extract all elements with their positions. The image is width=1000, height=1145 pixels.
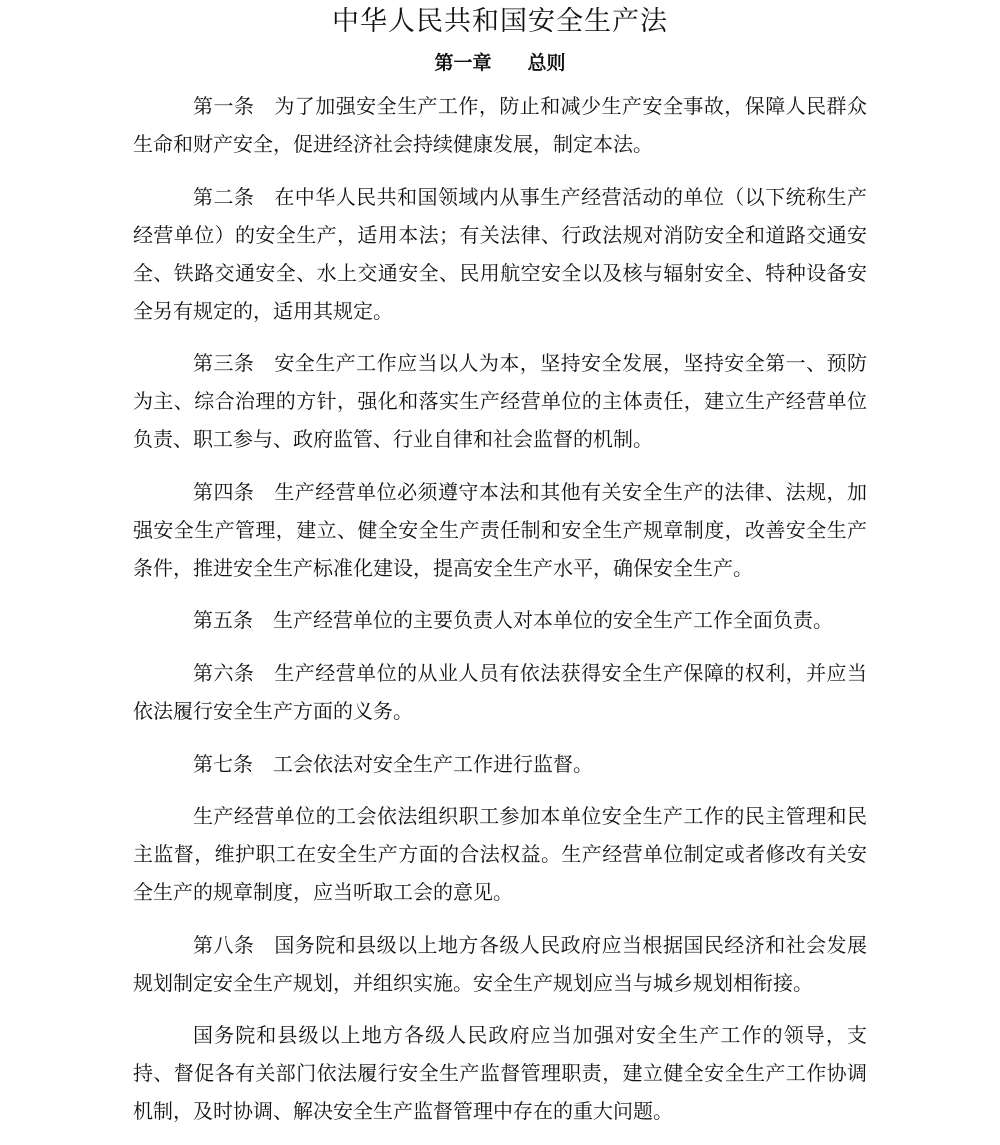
article-paragraph	[133, 178, 867, 330]
article-number: 第六条	[193, 660, 255, 685]
article-text: 生产经营单位的工会依法组织职工参加本单位安全生产工作的民主管理和民主监督，维护职工在安全生产方面的合法权益。生产经营单位制定或者修改有关安全生产的规章制度，应当听取工会的意见。	[133, 804, 867, 905]
article-text: 安全生产工作应当以人为本，坚持安全发展，坚持安全第一、预防为主、综合治理的方针，强化和落实生产经营单位的主体责任，建立生产经营单位负责、职工参与、政府监管、行业自律和社会监督的机制。	[133, 351, 868, 452]
article-text: 国务院和县级以上地方各级人民政府应当加强对安全生产工作的领导，支持、督促各有关部门依法履行安全生产监督管理职责，建立健全安全生产工作协调机制，及时协调、解决安全生产监督管理中存在的重大问题。	[133, 1023, 867, 1124]
article-text: 为了加强安全生产工作，防止和减少生产安全事故，保障人民群众生命和财产安全，促进经济社会持续健康发展，制定本法。	[133, 94, 868, 156]
article-text: 生产经营单位的主要负责人对本单位的安全生产工作全面负责。	[273, 608, 833, 633]
article-number: 第三条	[193, 351, 255, 376]
article-text: 工会依法对安全生产工作进行监督。	[273, 751, 593, 776]
article-number: 第八条	[193, 932, 255, 957]
article-number: 第七条	[193, 751, 253, 776]
article-text: 生产经营单位必须遵守本法和其他有关安全生产的法律、法规，加强安全生产管理，建立、健全安全生产责任制和安全生产规章制度，改善安全生产条件，推进安全生产标准化建设，提高安全生产水平，确保安全生产。	[133, 479, 868, 580]
chapter-heading	[0, 48, 1000, 78]
chapter-name: 总则	[527, 52, 566, 74]
article-paragraph	[133, 601, 867, 639]
continuation-paragraph	[133, 1016, 867, 1130]
continuation-paragraph	[133, 797, 867, 911]
article-number: 第五条	[193, 608, 253, 633]
article-paragraph	[133, 745, 867, 783]
article-paragraph	[133, 473, 867, 587]
article-text: 国务院和县级以上地方各级人民政府应当根据国民经济和社会发展规划制定安全生产规划，并组织实施。安全生产规划应当与城乡规划相衔接。	[133, 932, 868, 995]
article-number: 第二条	[193, 184, 255, 209]
chapter-number: 第一章	[434, 52, 492, 74]
article-text: 生产经营单位的从业人员有依法获得安全生产保障的权利，并应当依法履行安全生产方面的义务。	[133, 660, 868, 723]
article-paragraph	[133, 87, 867, 163]
document-body	[133, 87, 867, 1145]
article-paragraph	[133, 344, 867, 458]
document-title: 中华人民共和国安全生产法	[332, 6, 668, 37]
article-number: 第四条	[193, 479, 255, 504]
article-text: 在中华人民共和国领域内从事生产经营活动的单位（以下统称生产经营单位）的安全生产，适用本法；有关法律、行政法规对消防安全和道路交通安全、铁路交通安全、水上交通安全、民用航空安全以及核与辐射安全、特种设备安全另有规定的，适用其规定。	[133, 184, 868, 323]
article-paragraph	[133, 926, 867, 1002]
article-paragraph	[133, 654, 867, 730]
article-number: 第一条	[193, 94, 255, 118]
